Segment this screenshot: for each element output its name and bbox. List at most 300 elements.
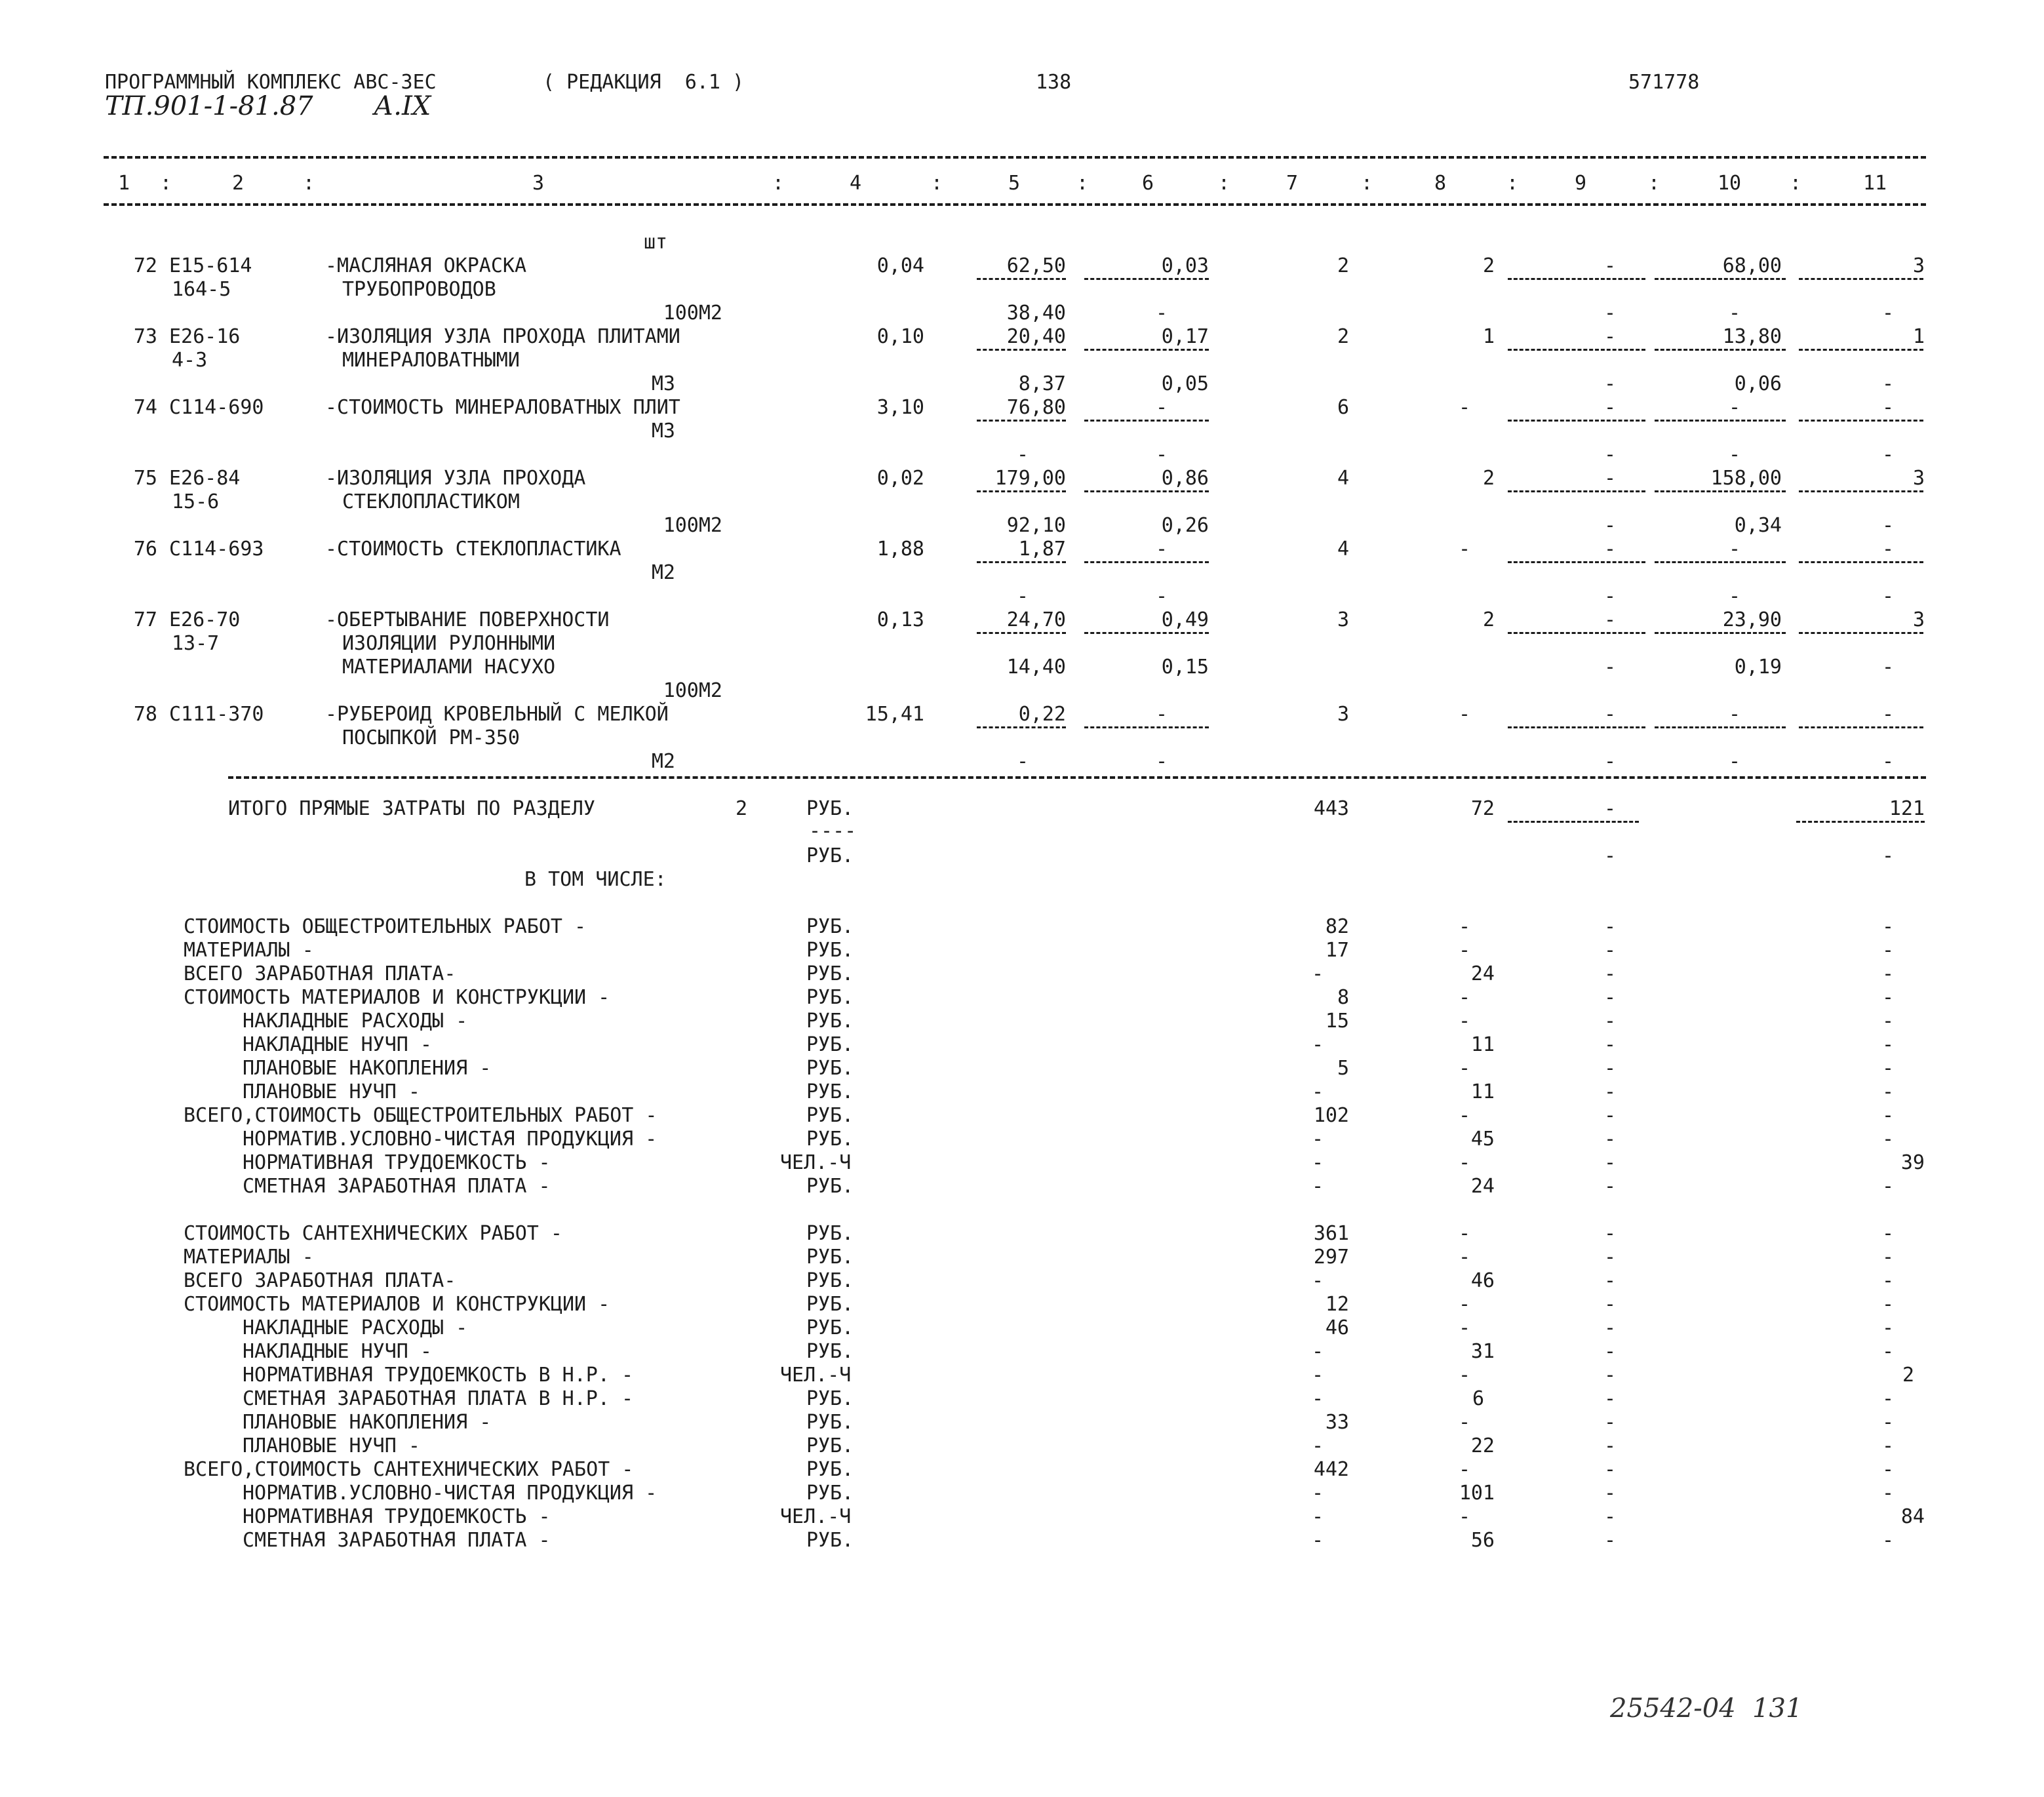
table-cell: 6 (1472, 1387, 1484, 1410)
table-cell: СМЕТНАЯ ЗАРАБОТНАЯ ПЛАТА - (243, 1529, 551, 1552)
table-cell: - (1881, 1246, 1895, 1269)
table-cell: 1,88 (876, 538, 924, 561)
table-cell: - (1881, 1434, 1895, 1457)
rule (1508, 821, 1639, 823)
table-cell: - (1881, 1387, 1895, 1410)
table-cell: - (1881, 1175, 1895, 1198)
table-cell: 0,86 (1161, 467, 1209, 490)
table-cell: - (1881, 656, 1895, 679)
table-cell: 100М2 (663, 514, 722, 537)
table-cell: 45 (1470, 1128, 1495, 1151)
table-cell: НАКЛАДНЫЕ РАСХОДЫ - (243, 1010, 468, 1033)
table-cell: 13-7 (172, 632, 220, 655)
column-header: 1 (118, 172, 130, 195)
table-cell: - (1881, 1482, 1895, 1505)
column-header: 3 (532, 172, 545, 195)
table-cell: РУБ. (806, 1175, 854, 1198)
column-separator: : (931, 172, 943, 195)
program-title: ПРОГРАММНЫЙ КОМПЛЕКС АВС-ЗЕС (105, 71, 437, 94)
table-cell: ВСЕГО ЗАРАБОТНАЯ ПЛАТА- (184, 1269, 456, 1292)
rule (977, 349, 1066, 351)
table-cell: - (1728, 396, 1741, 419)
table-cell: - (1603, 1411, 1617, 1434)
table-cell: 0,04 (876, 254, 924, 277)
table-cell: - (1603, 372, 1617, 395)
table-cell: - (1728, 585, 1741, 608)
table-cell: РУБ. (806, 1057, 854, 1080)
table-cell: 14,40 (1006, 656, 1066, 679)
table-cell: РУБ. (806, 1246, 854, 1269)
rule (1508, 420, 1645, 422)
table-cell: - (1311, 1128, 1324, 1151)
table-cell: 24 (1470, 962, 1495, 985)
table-cell: 92,10 (1006, 514, 1066, 537)
table-cell: РУБ. (806, 1316, 854, 1339)
rule (1799, 561, 1923, 563)
column-header: 7 (1286, 172, 1299, 195)
table-cell: - (1603, 1434, 1617, 1457)
table-cell: Е26-16 (169, 325, 241, 348)
table-cell: - (1458, 1293, 1471, 1316)
rule (1084, 490, 1209, 492)
table-cell: 100М2 (663, 302, 722, 325)
table-top-rule (104, 156, 1926, 159)
table-cell: - (1603, 939, 1617, 962)
table-cell: РУБ. (806, 797, 854, 820)
table-cell: СМЕТНАЯ ЗАРАБОТНАЯ ПЛАТА - (243, 1175, 551, 1198)
table-cell: - (1881, 1316, 1895, 1339)
table-cell: - (1458, 986, 1471, 1009)
table-cell: РУБ. (806, 1293, 854, 1316)
table-cell: 46 (1325, 1316, 1349, 1339)
table-cell: - (1603, 1033, 1617, 1056)
table-cell: - (1603, 1104, 1617, 1127)
table-cell: Е26-70 (169, 608, 241, 631)
table-cell: - (1458, 1364, 1471, 1387)
table-cell: ВСЕГО,СТОИМОСТЬ САНТЕХНИЧЕСКИХ РАБОТ - (184, 1458, 634, 1481)
table-cell: - (1458, 1151, 1471, 1174)
table-cell: НОРМАТИВ.УСЛОВНО-ЧИСТАЯ ПРОДУКЦИЯ - (243, 1128, 658, 1151)
table-cell: 121 (1889, 797, 1925, 820)
table-cell: -СТОИМОСТЬ МИНЕРАЛОВАТНЫХ ПЛИТ (325, 396, 680, 419)
table-cell: 0,49 (1161, 608, 1209, 631)
table-cell: 17 (1325, 939, 1349, 962)
rule (1799, 420, 1923, 422)
table-cell: 24 (1470, 1175, 1495, 1198)
table-cell: - (1603, 1080, 1617, 1103)
table-cell: - (1881, 1057, 1895, 1080)
table-cell: 74 (133, 396, 157, 419)
project-designation: ТП.901-1-81.87 (105, 91, 313, 121)
table-cell: 46 (1470, 1269, 1495, 1292)
table-cell: 15 (1325, 1010, 1349, 1033)
table-cell: 164-5 (172, 278, 231, 301)
table-cell: - (1603, 1340, 1617, 1363)
table-cell: - (1881, 703, 1895, 726)
table-cell: 361 (1313, 1222, 1349, 1245)
table-cell: - (1458, 939, 1471, 962)
column-header: 9 (1575, 172, 1587, 195)
table-cell: ---- (809, 820, 857, 842)
rule (1655, 349, 1786, 351)
table-cell: 0,17 (1161, 325, 1209, 348)
table-cell: 22 (1470, 1434, 1495, 1457)
rule (1508, 632, 1645, 634)
table-cell: - (1881, 1411, 1895, 1434)
table-cell: 12 (1325, 1293, 1349, 1316)
table-cell: - (1458, 1246, 1471, 1269)
rule (1084, 561, 1209, 563)
table-cell: - (1603, 750, 1617, 773)
table-cell: 8,37 (1018, 372, 1066, 395)
table-cell: - (1155, 585, 1168, 608)
table-cell: Е15-614 (169, 254, 252, 277)
table-cell: ЧЕЛ.-Ч (780, 1364, 852, 1387)
table-cell: 0,02 (876, 467, 924, 490)
table-cell: ЧЕЛ.-Ч (780, 1505, 852, 1528)
table-cell: 73 (133, 325, 157, 348)
table-cell: РУБ. (806, 1434, 854, 1457)
table-cell: 8 (1337, 986, 1349, 1009)
table-cell: 72 (1470, 797, 1495, 820)
table-cell: С111-370 (169, 703, 264, 726)
table-cell: 102 (1313, 1104, 1349, 1127)
table-cell: - (1458, 1316, 1471, 1339)
table-cell: 2 (1337, 254, 1349, 277)
table-cell: - (1458, 1104, 1471, 1127)
table-cell: - (1155, 750, 1168, 773)
table-cell: - (1881, 538, 1895, 561)
column-separator: : (1790, 172, 1802, 195)
table-cell: С114-693 (169, 538, 264, 561)
table-cell: М3 (651, 420, 675, 443)
table-cell: 2 (1482, 608, 1495, 631)
table-header-rule (104, 203, 1926, 206)
table-cell: 4 (1337, 538, 1349, 561)
table-cell: - (1458, 1010, 1471, 1033)
table-cell: 2 (1482, 467, 1495, 490)
table-cell: 15,41 (865, 703, 924, 726)
album-label: А.IX (374, 91, 431, 121)
table-cell: - (1881, 915, 1895, 938)
table-cell: - (1603, 797, 1617, 820)
table-cell: 101 (1459, 1482, 1495, 1505)
rule (977, 490, 1066, 492)
table-cell: - (1603, 514, 1617, 537)
table-cell: 2 (1337, 325, 1349, 348)
table-cell: РУБ. (806, 1128, 854, 1151)
table-cell: 0,15 (1161, 656, 1209, 679)
table-cell: 6 (1337, 396, 1349, 419)
handwritten-archive-number: 25542-04 131 (1610, 1693, 1803, 1724)
table-cell: РУБ. (806, 915, 854, 938)
rule (1508, 490, 1645, 492)
rule (1508, 561, 1645, 563)
table-cell: 3 (1337, 703, 1349, 726)
table-cell: 11 (1470, 1080, 1495, 1103)
rule (1084, 726, 1209, 728)
table-cell: - (1603, 1387, 1617, 1410)
table-cell: 75 (133, 467, 157, 490)
table-cell: - (1881, 1529, 1895, 1552)
table-cell: МАТЕРИАЛАМИ НАСУХО (342, 656, 556, 679)
table-cell: 2 (735, 797, 747, 820)
table-cell: 1,87 (1018, 538, 1066, 561)
table-cell: - (1603, 585, 1617, 608)
table-cell: - (1603, 1529, 1617, 1552)
table-cell: - (1155, 538, 1168, 561)
table-cell: - (1881, 844, 1895, 867)
table-cell: - (1881, 302, 1895, 325)
table-cell: - (1311, 1080, 1324, 1103)
table-cell: РУБ. (806, 844, 854, 867)
table-cell: - (1311, 962, 1324, 985)
section-total-rule (228, 776, 1926, 779)
table-cell: РУБ. (806, 1482, 854, 1505)
table-cell: - (1881, 1128, 1895, 1151)
table-cell: - (1881, 750, 1895, 773)
table-cell: - (1603, 1293, 1617, 1316)
table-cell: - (1458, 1458, 1471, 1481)
table-cell: - (1603, 1128, 1617, 1151)
table-cell: РУБ. (806, 1529, 854, 1552)
table-cell: 442 (1313, 1458, 1349, 1481)
table-cell: -ОБЕРТЫВАНИЕ ПОВЕРХНОСТИ (325, 608, 610, 631)
table-cell: МИНЕРАЛОВАТНЫМИ (342, 349, 520, 372)
table-cell: 0,13 (876, 608, 924, 631)
column-separator: : (1361, 172, 1373, 195)
table-cell: 0,03 (1161, 254, 1209, 277)
table-cell: - (1458, 1057, 1471, 1080)
rule (1799, 349, 1923, 351)
table-cell: СТОИМОСТЬ ОБЩЕСТРОИТЕЛЬНЫХ РАБОТ - (184, 915, 587, 938)
table-cell: 3 (1337, 608, 1349, 631)
table-cell: СТОИМОСТЬ МАТЕРИАЛОВ И КОНСТРУКЦИИ - (184, 1293, 610, 1316)
table-cell: - (1311, 1482, 1324, 1505)
table-cell: - (1603, 915, 1617, 938)
rule (977, 632, 1066, 634)
table-cell: РУБ. (806, 1458, 854, 1481)
table-cell: НАКЛАДНЫЕ РАСХОДЫ - (243, 1316, 468, 1339)
table-cell: - (1728, 750, 1741, 773)
table-cell: - (1603, 1364, 1617, 1387)
table-cell: - (1603, 1316, 1617, 1339)
column-separator: : (1076, 172, 1089, 195)
table-cell: 39 (1900, 1151, 1925, 1174)
table-cell: 0,26 (1161, 514, 1209, 537)
table-cell: ВСЕГО,СТОИМОСТЬ ОБЩЕСТРОИТЕЛЬНЫХ РАБОТ - (184, 1104, 658, 1127)
table-cell: РУБ. (806, 1033, 854, 1056)
table-cell: -ИЗОЛЯЦИЯ УЗЛА ПРОХОДА (325, 467, 586, 490)
column-separator: : (1506, 172, 1519, 195)
table-cell: 0,06 (1734, 372, 1782, 395)
table-cell: 4 (1337, 467, 1349, 490)
table-cell: 0,10 (876, 325, 924, 348)
table-cell: СТОИМОСТЬ МАТЕРИАЛОВ И КОНСТРУКЦИИ - (184, 986, 610, 1009)
rule (1084, 349, 1209, 351)
table-cell: - (1603, 302, 1617, 325)
table-cell: 297 (1313, 1246, 1349, 1269)
table-cell: - (1311, 1434, 1324, 1457)
table-cell: - (1881, 962, 1895, 985)
table-cell: - (1155, 703, 1168, 726)
table-cell: ИЗОЛЯЦИИ РУЛОННЫМИ (342, 632, 556, 655)
table-cell: 3,10 (876, 396, 924, 419)
table-cell: ТРУБОПРОВОДОВ (342, 278, 496, 301)
rule (977, 561, 1066, 563)
table-cell: РУБ. (806, 962, 854, 985)
table-cell: - (1728, 302, 1741, 325)
table-cell: 2 (1482, 254, 1495, 277)
table-cell: ПОСЫПКОЙ РМ-350 (342, 726, 520, 749)
table-cell: - (1603, 1057, 1617, 1080)
table-cell: - (1728, 703, 1741, 726)
table-cell: НОРМАТИВНАЯ ТРУДОЕМКОСТЬ В Н.Р. - (243, 1364, 634, 1387)
table-cell: - (1155, 302, 1168, 325)
table-cell: - (1603, 1269, 1617, 1292)
table-cell: НОРМАТИВНАЯ ТРУДОЕМКОСТЬ - (243, 1505, 551, 1528)
column-separator: : (1648, 172, 1661, 195)
table-cell: 3 (1912, 467, 1925, 490)
table-cell: 3 (1912, 608, 1925, 631)
column-separator: : (303, 172, 315, 195)
table-cell: РУБ. (806, 1104, 854, 1127)
rule (1655, 561, 1786, 563)
table-cell: шт (643, 231, 668, 254)
rule (1655, 420, 1786, 422)
table-cell: - (1603, 1222, 1617, 1245)
table-cell: РУБ. (806, 1080, 854, 1103)
table-cell: 20,40 (1006, 325, 1066, 348)
table-cell: - (1603, 962, 1617, 985)
table-cell: - (1881, 1010, 1895, 1033)
rule (1799, 632, 1923, 634)
table-cell: 100М2 (663, 679, 722, 702)
table-cell: 77 (133, 608, 157, 631)
table-cell: - (1603, 467, 1617, 490)
table-cell: С114-690 (169, 396, 264, 419)
table-cell: ПЛАНОВЫЕ НУЧП - (243, 1434, 420, 1457)
column-separator: : (772, 172, 785, 195)
column-header: 5 (1008, 172, 1021, 195)
table-cell: 443 (1313, 797, 1349, 820)
table-cell: - (1311, 1364, 1324, 1387)
table-cell: - (1881, 585, 1895, 608)
table-cell: - (1881, 372, 1895, 395)
table-cell: 72 (133, 254, 157, 277)
table-cell: 1 (1912, 325, 1925, 348)
rule (1508, 278, 1645, 280)
table-cell: РУБ. (806, 939, 854, 962)
table-cell: - (1311, 1151, 1324, 1174)
table-cell: 76,80 (1006, 396, 1066, 419)
table-cell: - (1881, 1458, 1895, 1481)
table-cell: - (1458, 703, 1471, 726)
page-number: 138 (1036, 71, 1072, 94)
table-cell: - (1311, 1033, 1324, 1056)
table-cell: 82 (1325, 915, 1349, 938)
rule (1084, 278, 1209, 280)
table-cell: -РУБЕРОИД КРОВЕЛЬНЫЙ С МЕЛКОЙ (325, 703, 669, 726)
rule (977, 726, 1066, 728)
table-cell: РУБ. (806, 1340, 854, 1363)
table-cell: М2 (651, 750, 675, 773)
table-cell: - (1603, 538, 1617, 561)
table-cell: 1 (1482, 325, 1495, 348)
document-code: 571778 (1628, 71, 1700, 94)
rule (1084, 632, 1209, 634)
table-cell: - (1881, 1104, 1895, 1127)
table-cell: - (1603, 1010, 1617, 1033)
table-cell: ПЛАНОВЫЕ НУЧП - (243, 1080, 420, 1103)
rule (1508, 726, 1645, 728)
rule (1655, 278, 1786, 280)
table-cell: - (1458, 538, 1471, 561)
table-cell: М2 (651, 561, 675, 584)
table-cell: - (1603, 608, 1617, 631)
table-cell: РУБ. (806, 1222, 854, 1245)
table-cell: - (1311, 1529, 1324, 1552)
table-cell: - (1603, 844, 1617, 867)
table-cell: ЧЕЛ.-Ч (780, 1151, 852, 1174)
table-cell: 0,34 (1734, 514, 1782, 537)
table-cell: -СТОИМОСТЬ СТЕКЛОПЛАСТИКА (325, 538, 621, 561)
table-cell: - (1603, 254, 1617, 277)
table-cell: 5 (1337, 1057, 1349, 1080)
table-cell: - (1458, 1505, 1471, 1528)
table-cell: - (1603, 1482, 1617, 1505)
table-cell: 24,70 (1006, 608, 1066, 631)
table-cell: 38,40 (1006, 302, 1066, 325)
table-cell: - (1881, 939, 1895, 962)
table-cell: РУБ. (806, 986, 854, 1009)
table-cell: - (1603, 1458, 1617, 1481)
rule (1508, 349, 1645, 351)
table-cell: - (1458, 1411, 1471, 1434)
table-cell: - (1603, 396, 1617, 419)
table-cell: - (1881, 1269, 1895, 1292)
table-cell: ИТОГО ПРЯМЫЕ ЗАТРАТЫ ПО РАЗДЕЛУ (228, 797, 595, 820)
table-cell: -ИЗОЛЯЦИЯ УЗЛА ПРОХОДА ПЛИТАМИ (325, 325, 680, 348)
table-cell: - (1603, 656, 1617, 679)
column-header: 6 (1142, 172, 1154, 195)
edition-label: ( РЕДАКЦИЯ 6.1 ) (543, 71, 745, 94)
table-cell: - (1603, 1175, 1617, 1198)
rule (1655, 726, 1786, 728)
table-cell: - (1603, 1246, 1617, 1269)
table-cell: 56 (1470, 1529, 1495, 1552)
table-cell: 3 (1912, 254, 1925, 277)
table-cell: НАКЛАДНЫЕ НУЧП - (243, 1033, 432, 1056)
table-cell: - (1311, 1175, 1324, 1198)
table-cell: 31 (1470, 1340, 1495, 1363)
table-cell: МАТЕРИАЛЫ - (184, 1246, 314, 1269)
table-cell: - (1603, 1151, 1617, 1174)
rule (1655, 632, 1786, 634)
table-cell: 33 (1325, 1411, 1349, 1434)
table-cell: - (1881, 1293, 1895, 1316)
table-cell: - (1458, 1222, 1471, 1245)
table-cell: ВСЕГО ЗАРАБОТНАЯ ПЛАТА- (184, 962, 456, 985)
table-cell: СТЕКЛОПЛАСТИКОМ (342, 490, 520, 513)
table-cell: - (1311, 1505, 1324, 1528)
table-cell: - (1881, 1033, 1895, 1056)
table-cell: - (1728, 443, 1741, 466)
rule (1655, 490, 1786, 492)
table-cell: - (1603, 1505, 1617, 1528)
table-cell: - (1311, 1387, 1324, 1410)
table-cell: 179,00 (994, 467, 1066, 490)
